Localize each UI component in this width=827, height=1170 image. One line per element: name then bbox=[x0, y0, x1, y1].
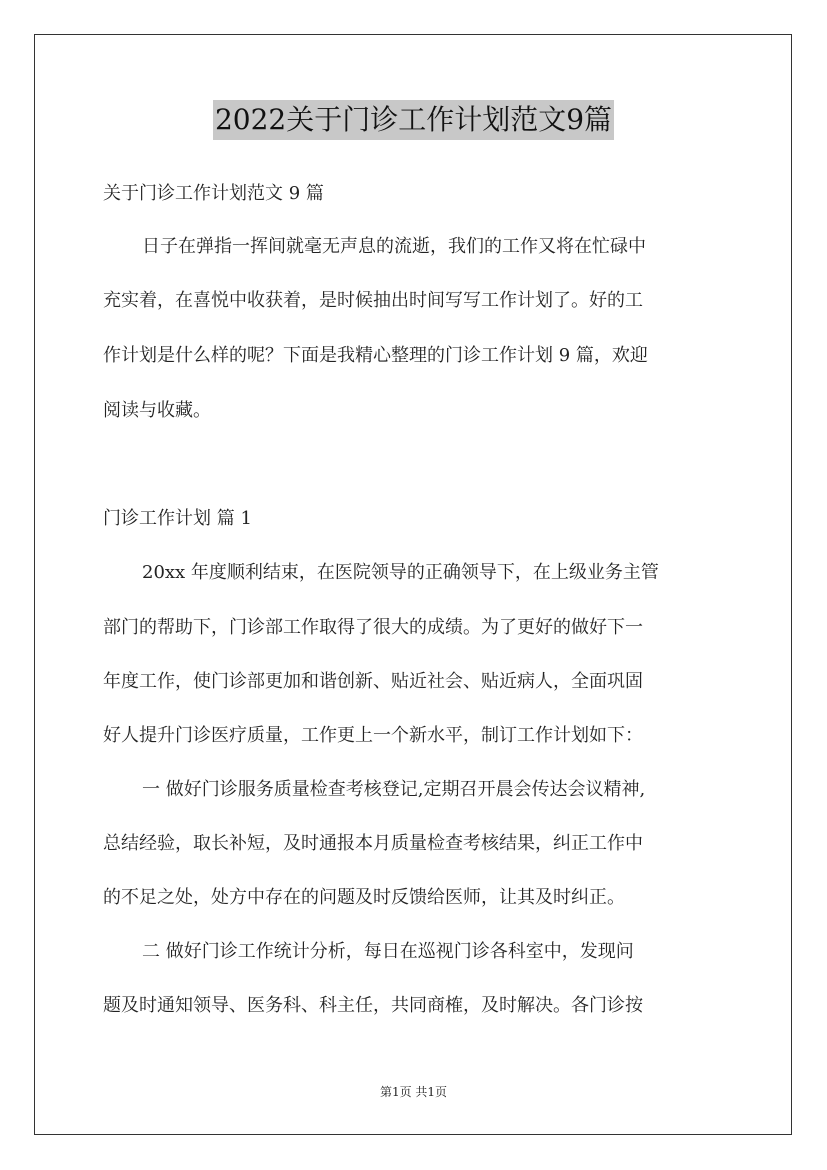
body-line: 年度工作，使门诊部更加和谐创新、贴近社会、贴近病人，全面巩固 bbox=[103, 671, 643, 692]
body-line: 20xx 年度顺利结束，在医院领导的正确领导下，在上级业务主管 bbox=[142, 562, 659, 583]
section-heading: 门诊工作计划 篇 1 bbox=[103, 508, 252, 529]
body-line: 总结经验，取长补短，及时通报本月质量检查考核结果，纠正工作中 bbox=[103, 833, 643, 854]
intro-line: 阅读与收藏。 bbox=[103, 400, 211, 421]
body-line: 二 做好门诊工作统计分析，每日在巡视门诊各科室中，发现问 bbox=[142, 941, 634, 962]
document-subtitle: 关于门诊工作计划范文 9 篇 bbox=[103, 183, 324, 204]
page-footer: 第1页 共1页 bbox=[379, 1085, 448, 1099]
title-container bbox=[0, 100, 827, 140]
intro-line: 作计划是什么样的呢？下面是我精心整理的门诊工作计划 9 篇，欢迎 bbox=[103, 345, 648, 366]
body-line: 好人提升门诊医疗质量，工作更上一个新水平，制订工作计划如下： bbox=[103, 725, 643, 746]
body-line: 题及时通知领导、医务科、科主任，共同商榷，及时解决。各门诊按 bbox=[103, 995, 643, 1016]
intro-line: 日子在弹指一挥间就毫无声息的流逝，我们的工作又将在忙碌中 bbox=[142, 236, 646, 257]
document-title: 2022关于门诊工作计划范文9篇 bbox=[213, 100, 614, 140]
body-line: 的不足之处，处方中存在的问题及时反馈给医师，让其及时纠正。 bbox=[103, 887, 625, 908]
intro-line: 充实着，在喜悦中收获着，是时候抽出时间写写工作计划了。好的工 bbox=[103, 290, 643, 311]
body-line: 部门的帮助下，门诊部工作取得了很大的成绩。为了更好的做好下一 bbox=[103, 617, 643, 638]
body-line: 一 做好门诊服务质量检查考核登记,定期召开晨会传达会议精神, bbox=[142, 779, 646, 800]
